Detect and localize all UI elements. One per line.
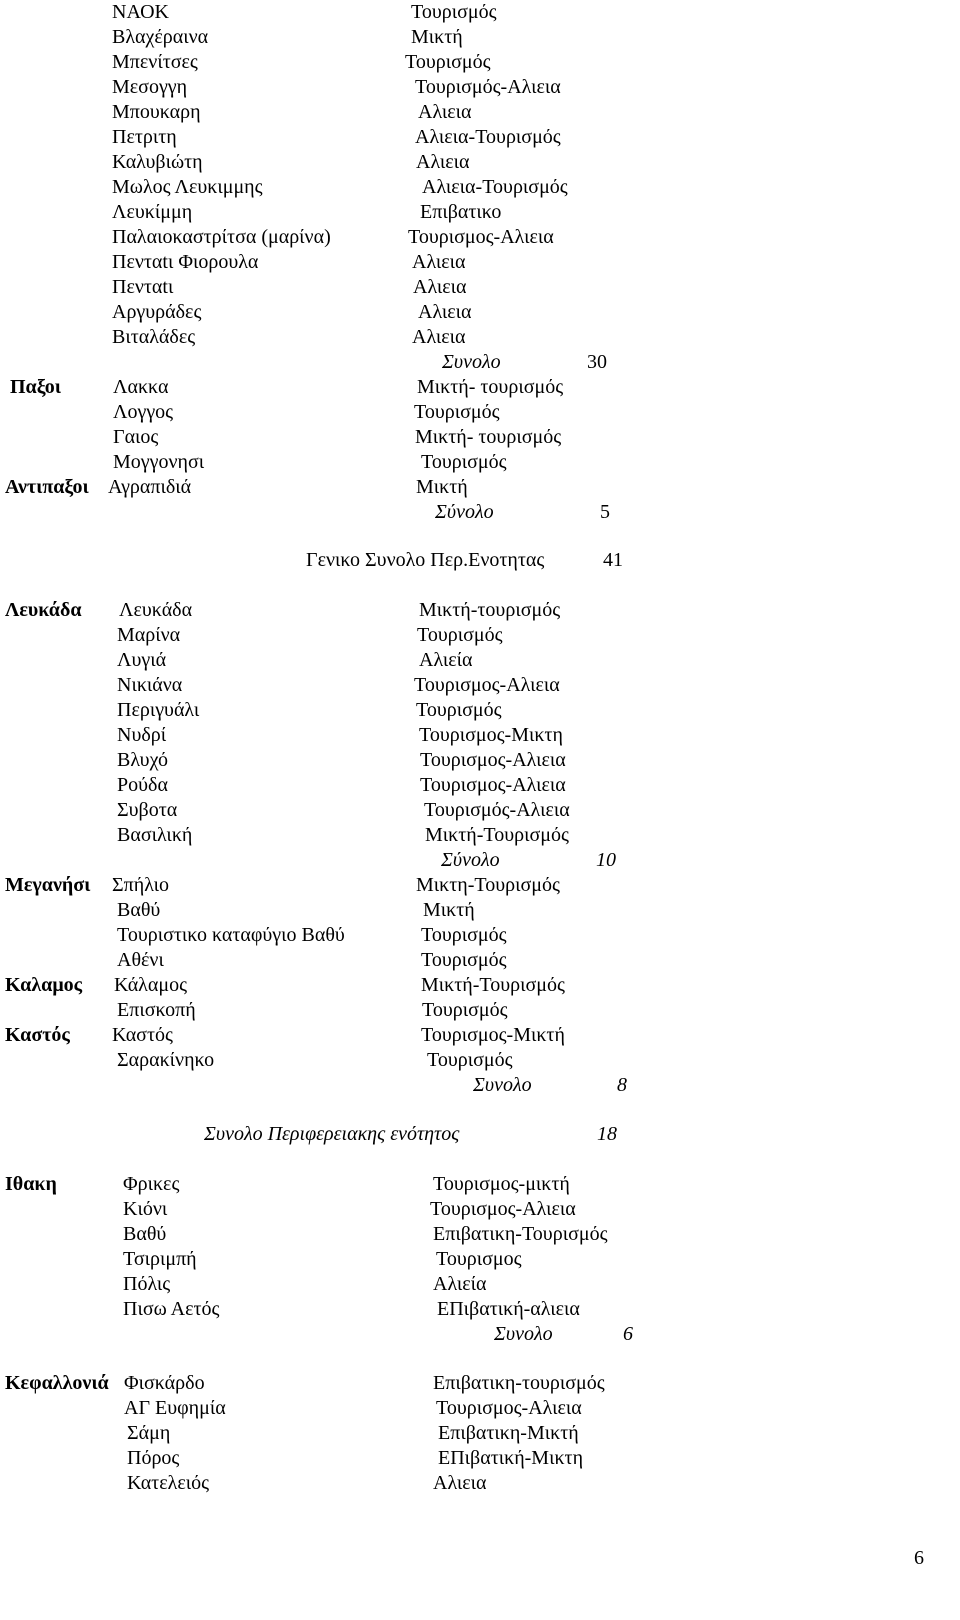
port-use: Τουρισμός-Αλιεια [415, 76, 561, 98]
port-name: Μεσογγη [112, 76, 188, 98]
port-name: Λακκα [113, 376, 169, 398]
subtotal-label: Συνολο [442, 351, 501, 373]
port-name: Πόρος [127, 1447, 180, 1469]
port-use: Αλιεια [412, 326, 466, 348]
port-use: Τουρισμος-Μικτή [421, 1024, 565, 1046]
port-use: Αλιεια [412, 251, 466, 273]
port-use: Μικτή- τουρισμός [415, 426, 562, 448]
port-use: Μικτή [423, 899, 475, 921]
port-use: Τουρισμός [414, 401, 500, 423]
port-use: Τουρισμος-Αλιεια [408, 226, 554, 248]
island-name: Καλαμος [5, 974, 83, 996]
port-use: Τουρισμός [416, 699, 502, 721]
port-name: Βιταλάδες [112, 326, 196, 348]
port-use: Επιβατικο [420, 201, 502, 223]
port-name: Βλυχό [117, 749, 169, 771]
subtotal-label: Συνολο [473, 1074, 532, 1096]
port-use: ΕΠιβατική-Μικτη [438, 1447, 584, 1469]
island-name: Παξοι [10, 376, 61, 398]
port-name: Πόλις [123, 1273, 171, 1295]
port-name: Γαιος [113, 426, 159, 448]
port-name: Μπουκαρη [112, 101, 201, 123]
port-name: Βασιλική [117, 824, 193, 846]
port-use: Τουρισμός-Αλιεια [424, 799, 570, 821]
port-use: Τουρισμός [417, 624, 503, 646]
port-use: Μικτή-Τουρισμός [425, 824, 569, 846]
port-name: Μπενίτσες [112, 51, 198, 73]
island-name: Καστός [5, 1024, 70, 1046]
port-use: Τουρισμος-μικτή [433, 1173, 570, 1195]
port-use: Τουρισμος-Αλιεια [420, 774, 566, 796]
port-name: ΑΓ Ευφημία [124, 1397, 226, 1419]
island-name: Ιθακη [5, 1173, 57, 1195]
subtotal-value: 10 [596, 849, 616, 871]
port-use: Αλιεία [419, 649, 473, 671]
port-name: Λευκάδα [119, 599, 193, 621]
port-name: Σάμη [127, 1422, 171, 1444]
port-use: Αλιεία [433, 1273, 487, 1295]
port-use: Αλιεια [416, 151, 470, 173]
port-name: Κάλαμος [114, 974, 187, 996]
island-name: Κεφαλλονιά [5, 1372, 109, 1394]
port-use: Αλιεια [418, 101, 472, 123]
port-use: Τουρισμός [421, 949, 507, 971]
subtotal-label: Συνολο [494, 1323, 553, 1345]
port-name: Βλαχέραινα [112, 26, 209, 48]
port-use: Αλιεια-Τουρισμός [415, 126, 561, 148]
port-use: Αλιεια [433, 1472, 487, 1494]
subtotal-label: Σύνολο [441, 849, 500, 871]
subtotal-value: 6 [623, 1323, 633, 1345]
general-total-value: 41 [603, 549, 623, 571]
port-use: Τουρισμός [405, 51, 491, 73]
port-use: Μικτή [416, 476, 468, 498]
port-name: Καλυβιώτη [112, 151, 203, 173]
port-name: Επισκοπή [117, 999, 196, 1021]
port-use: Μικτή [411, 26, 463, 48]
port-name: Κιόνι [123, 1198, 168, 1220]
port-name: Μογγονησι [113, 451, 205, 473]
port-name: Τσιριμπή [123, 1248, 197, 1270]
regional-total-label: Συνολο Περιφερειακης ενότητος [204, 1123, 460, 1145]
port-name: Νυδρί [117, 724, 167, 746]
port-use: Επιβατικη-Μικτή [438, 1422, 579, 1444]
port-use: Τουρισμός [421, 451, 507, 473]
port-use: Τουρισμος-Αλιεια [420, 749, 566, 771]
port-name: ΝΑΟΚ [112, 1, 169, 23]
port-name: Μαρίνα [117, 624, 181, 646]
port-name: Ρούδα [117, 774, 168, 796]
port-use: Αλιεια-Τουρισμός [422, 176, 568, 198]
port-name: Πισω Αετός [123, 1298, 220, 1320]
port-name: Τουριστικο καταφύγιο Βαθύ [117, 924, 345, 946]
port-name: Λυγιά [117, 649, 167, 671]
port-name: Περιγυάλι [117, 699, 200, 721]
port-name: Σπήλιο [112, 874, 170, 896]
port-name: Συβοτα [117, 799, 178, 821]
port-name: Αθένι [117, 949, 164, 971]
port-name: Βαθύ [117, 899, 161, 921]
island-name: Λευκάδα [5, 599, 82, 621]
port-use: Μικτή- τουρισμός [417, 376, 564, 398]
port-use: Μικτή-Τουρισμός [421, 974, 565, 996]
port-name: Πενταtι Φιορουλα [112, 251, 259, 273]
island-name: Αντιπαξοι [5, 476, 89, 498]
port-name: Μωλος Λευκιμμης [112, 176, 263, 198]
general-total-label: Γενικο Συνολο Περ.Ενοτητας [306, 549, 545, 571]
port-use: Αλιεια [418, 301, 472, 323]
port-name: Λευκίμμη [112, 201, 193, 223]
port-use: Τουρισμός [421, 924, 507, 946]
port-name: Αγραπιδιά [108, 476, 192, 498]
port-use: Τουρισμος-Αλιεια [430, 1198, 576, 1220]
regional-total-value: 18 [597, 1123, 617, 1145]
port-use: Τουρισμος-Αλιεια [414, 674, 560, 696]
port-name: Πετριτη [112, 126, 177, 148]
port-name: Καστός [112, 1024, 173, 1046]
port-name: Βαθύ [123, 1223, 167, 1245]
port-use: Τουρισμός [422, 999, 508, 1021]
port-name: Κατελειός [127, 1472, 210, 1494]
port-use: Μικτη-Τουρισμός [416, 874, 560, 896]
port-name: Φρικες [123, 1173, 180, 1195]
port-use: Τουρισμός [411, 1, 497, 23]
port-name: Λογγος [113, 401, 174, 423]
port-use: ΕΠιβατική-αλιεια [437, 1298, 580, 1320]
port-use: Μικτή-τουρισμός [419, 599, 561, 621]
port-name: Σαρακίνηκο [117, 1049, 215, 1071]
port-use: Τουρισμος-Αλιεια [436, 1397, 582, 1419]
port-name: Παλαιοκαστρίτσα (μαρίνα) [112, 226, 331, 248]
port-name: Πενταtι [112, 276, 174, 298]
port-use: Τουρισμος-Μικτη [419, 724, 563, 746]
subtotal-value: 5 [600, 501, 610, 523]
port-name: Φισκάρδο [124, 1372, 205, 1394]
port-use: Επιβατικη-Τουρισμός [433, 1223, 608, 1245]
port-name: Νικιάνα [117, 674, 183, 696]
port-name: Αργυράδες [112, 301, 202, 323]
island-name: Μεγανήσι [5, 874, 91, 896]
subtotal-label: Σύνολο [435, 501, 494, 523]
subtotal-value: 30 [587, 351, 607, 373]
port-use: Τουρισμός [427, 1049, 513, 1071]
port-use: Αλιεια [413, 276, 467, 298]
page-number: 6 [914, 1547, 924, 1569]
subtotal-value: 8 [617, 1074, 627, 1096]
port-use: Επιβατικη-τουρισμός [433, 1372, 605, 1394]
port-use: Τουρισμος [436, 1248, 522, 1270]
